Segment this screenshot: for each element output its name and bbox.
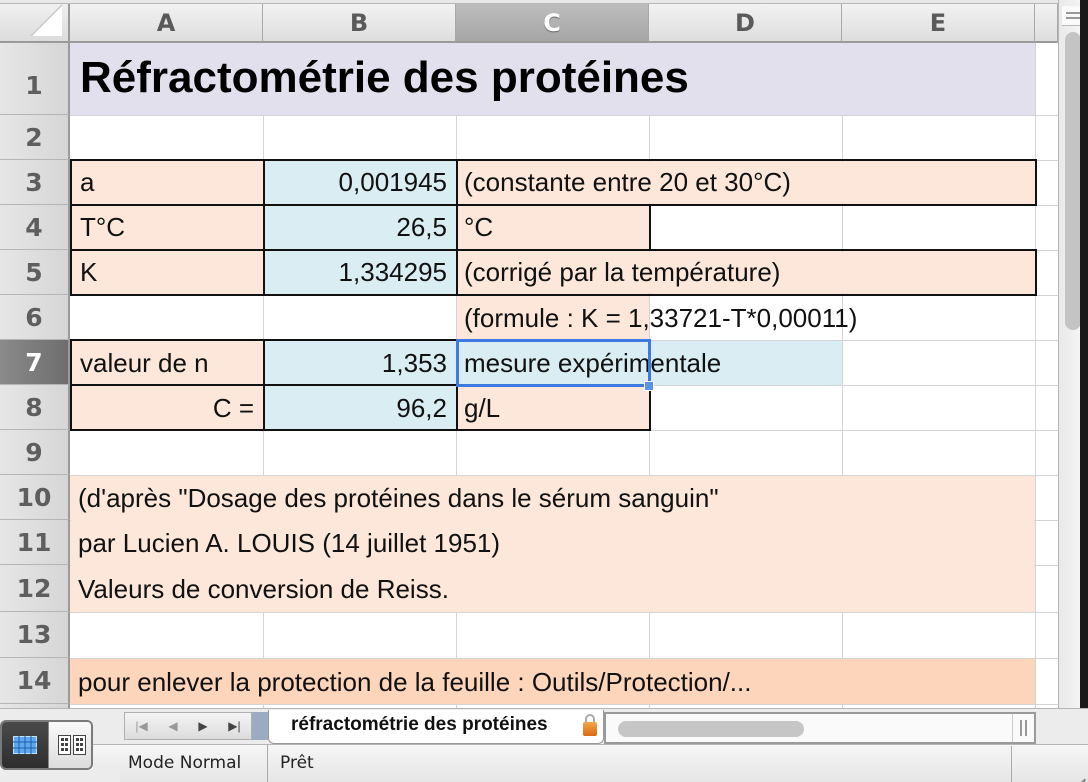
sheet-tab-label: réfractométrie des protéines [291, 714, 548, 735]
cell-a10[interactable]: (d'après "Dosage des protéines dans le sérum sanguin" [78, 483, 719, 513]
column-header-d[interactable]: D [649, 4, 842, 43]
row-header-5[interactable]: 5 [0, 250, 70, 295]
cell-a4[interactable]: T°C [80, 212, 126, 242]
horizontal-scrollbar[interactable] [604, 712, 1036, 744]
status-divider [1011, 746, 1012, 782]
row-header-10[interactable]: 10 [0, 475, 70, 520]
row-header-1[interactable]: 1 [0, 43, 70, 115]
sheet-navigation [124, 712, 252, 740]
cell-c5[interactable]: (corrigé par la température) [464, 257, 781, 287]
cell-c8[interactable]: g/L [464, 393, 501, 423]
row-header-2[interactable]: 2 [0, 115, 70, 160]
cell-a12[interactable]: Valeurs de conversion de Reiss. [78, 574, 449, 604]
cell-c6[interactable]: (formule : K = 1,33721-T*0,00011) [464, 303, 858, 333]
page-layout-view-button[interactable] [48, 722, 93, 768]
gridline [1035, 43, 1036, 708]
prev-sheet-icon[interactable]: ◀ [168, 719, 178, 733]
corner-triangle [32, 6, 62, 36]
row-header-12[interactable]: 12 [0, 565, 70, 612]
cell-b8[interactable]: 96,2 [396, 393, 447, 423]
row-header-7[interactable]: 7 [0, 340, 70, 385]
first-sheet-icon[interactable]: |◀ [135, 719, 148, 733]
next-sheet-icon[interactable]: ▶ [198, 719, 208, 733]
cell-b5[interactable]: 1,334295 [338, 257, 447, 287]
cell-a5[interactable]: K [80, 257, 98, 287]
column-header-b[interactable]: B [263, 4, 456, 43]
vertical-scroll-thumb[interactable] [1065, 32, 1081, 330]
status-bar-left [0, 770, 120, 782]
cell-a1-title[interactable]: Réfractométrie des protéines [80, 53, 689, 102]
gridline [70, 115, 1058, 116]
row-header-6[interactable]: 6 [0, 295, 70, 340]
row-header-4[interactable]: 4 [0, 205, 70, 250]
last-sheet-icon[interactable]: ▶| [228, 719, 241, 733]
sheet-tab-refractometrie[interactable] [268, 710, 604, 744]
fill-handle[interactable] [644, 381, 654, 391]
hsplit-handle-icon[interactable] [1012, 714, 1034, 742]
row-header-13[interactable]: 13 [0, 612, 70, 658]
row-header-9[interactable]: 9 [0, 430, 70, 475]
status-mode: Mode Normal [120, 744, 268, 782]
cell-c3[interactable]: (constante entre 20 et 30°C) [464, 167, 791, 197]
horizontal-scroll-thumb[interactable] [618, 721, 804, 737]
tab-separator [252, 712, 268, 740]
window-edge [1080, 0, 1088, 708]
row-header-11[interactable]: 11 [0, 520, 70, 565]
row-header-8[interactable]: 8 [0, 385, 70, 430]
column-header-a[interactable]: A [70, 4, 263, 43]
cell-c7[interactable]: mesure expérimentale [464, 348, 722, 378]
resize-grip-icon[interactable] [1064, 758, 1086, 780]
row-header-3[interactable]: 3 [0, 160, 70, 205]
cell-c4[interactable]: °C [464, 212, 494, 242]
page-layout-icon [58, 735, 86, 755]
status-ready: Prêt [280, 753, 314, 773]
select-all-corner[interactable] [0, 4, 70, 43]
cell-a3[interactable]: a [80, 167, 95, 197]
cell-a7[interactable]: valeur de n [80, 348, 209, 378]
row-header-14[interactable]: 14 [0, 658, 70, 704]
cell-a8[interactable]: C = [212, 393, 254, 423]
column-header-f-partial[interactable] [1035, 4, 1058, 43]
view-toggle [0, 720, 93, 770]
grid-view-icon [13, 736, 37, 754]
lock-icon [583, 714, 597, 736]
cell-b7[interactable]: 1,353 [381, 348, 447, 378]
cell-a11[interactable]: par Lucien A. LOUIS (14 juillet 1951) [78, 528, 501, 558]
active-cell-selection[interactable] [456, 339, 651, 387]
gridline [70, 612, 1058, 613]
normal-view-button[interactable] [2, 722, 48, 768]
column-header-e[interactable]: E [842, 4, 1035, 43]
cell-b3[interactable]: 0,001945 [338, 167, 447, 197]
gridline [70, 704, 1058, 705]
column-header-c[interactable]: C [456, 4, 649, 43]
cell-a14[interactable]: pour enlever la protection de la feuille : Outils/Protection/... [78, 667, 752, 697]
cell-b4[interactable]: 26,5 [396, 212, 447, 242]
